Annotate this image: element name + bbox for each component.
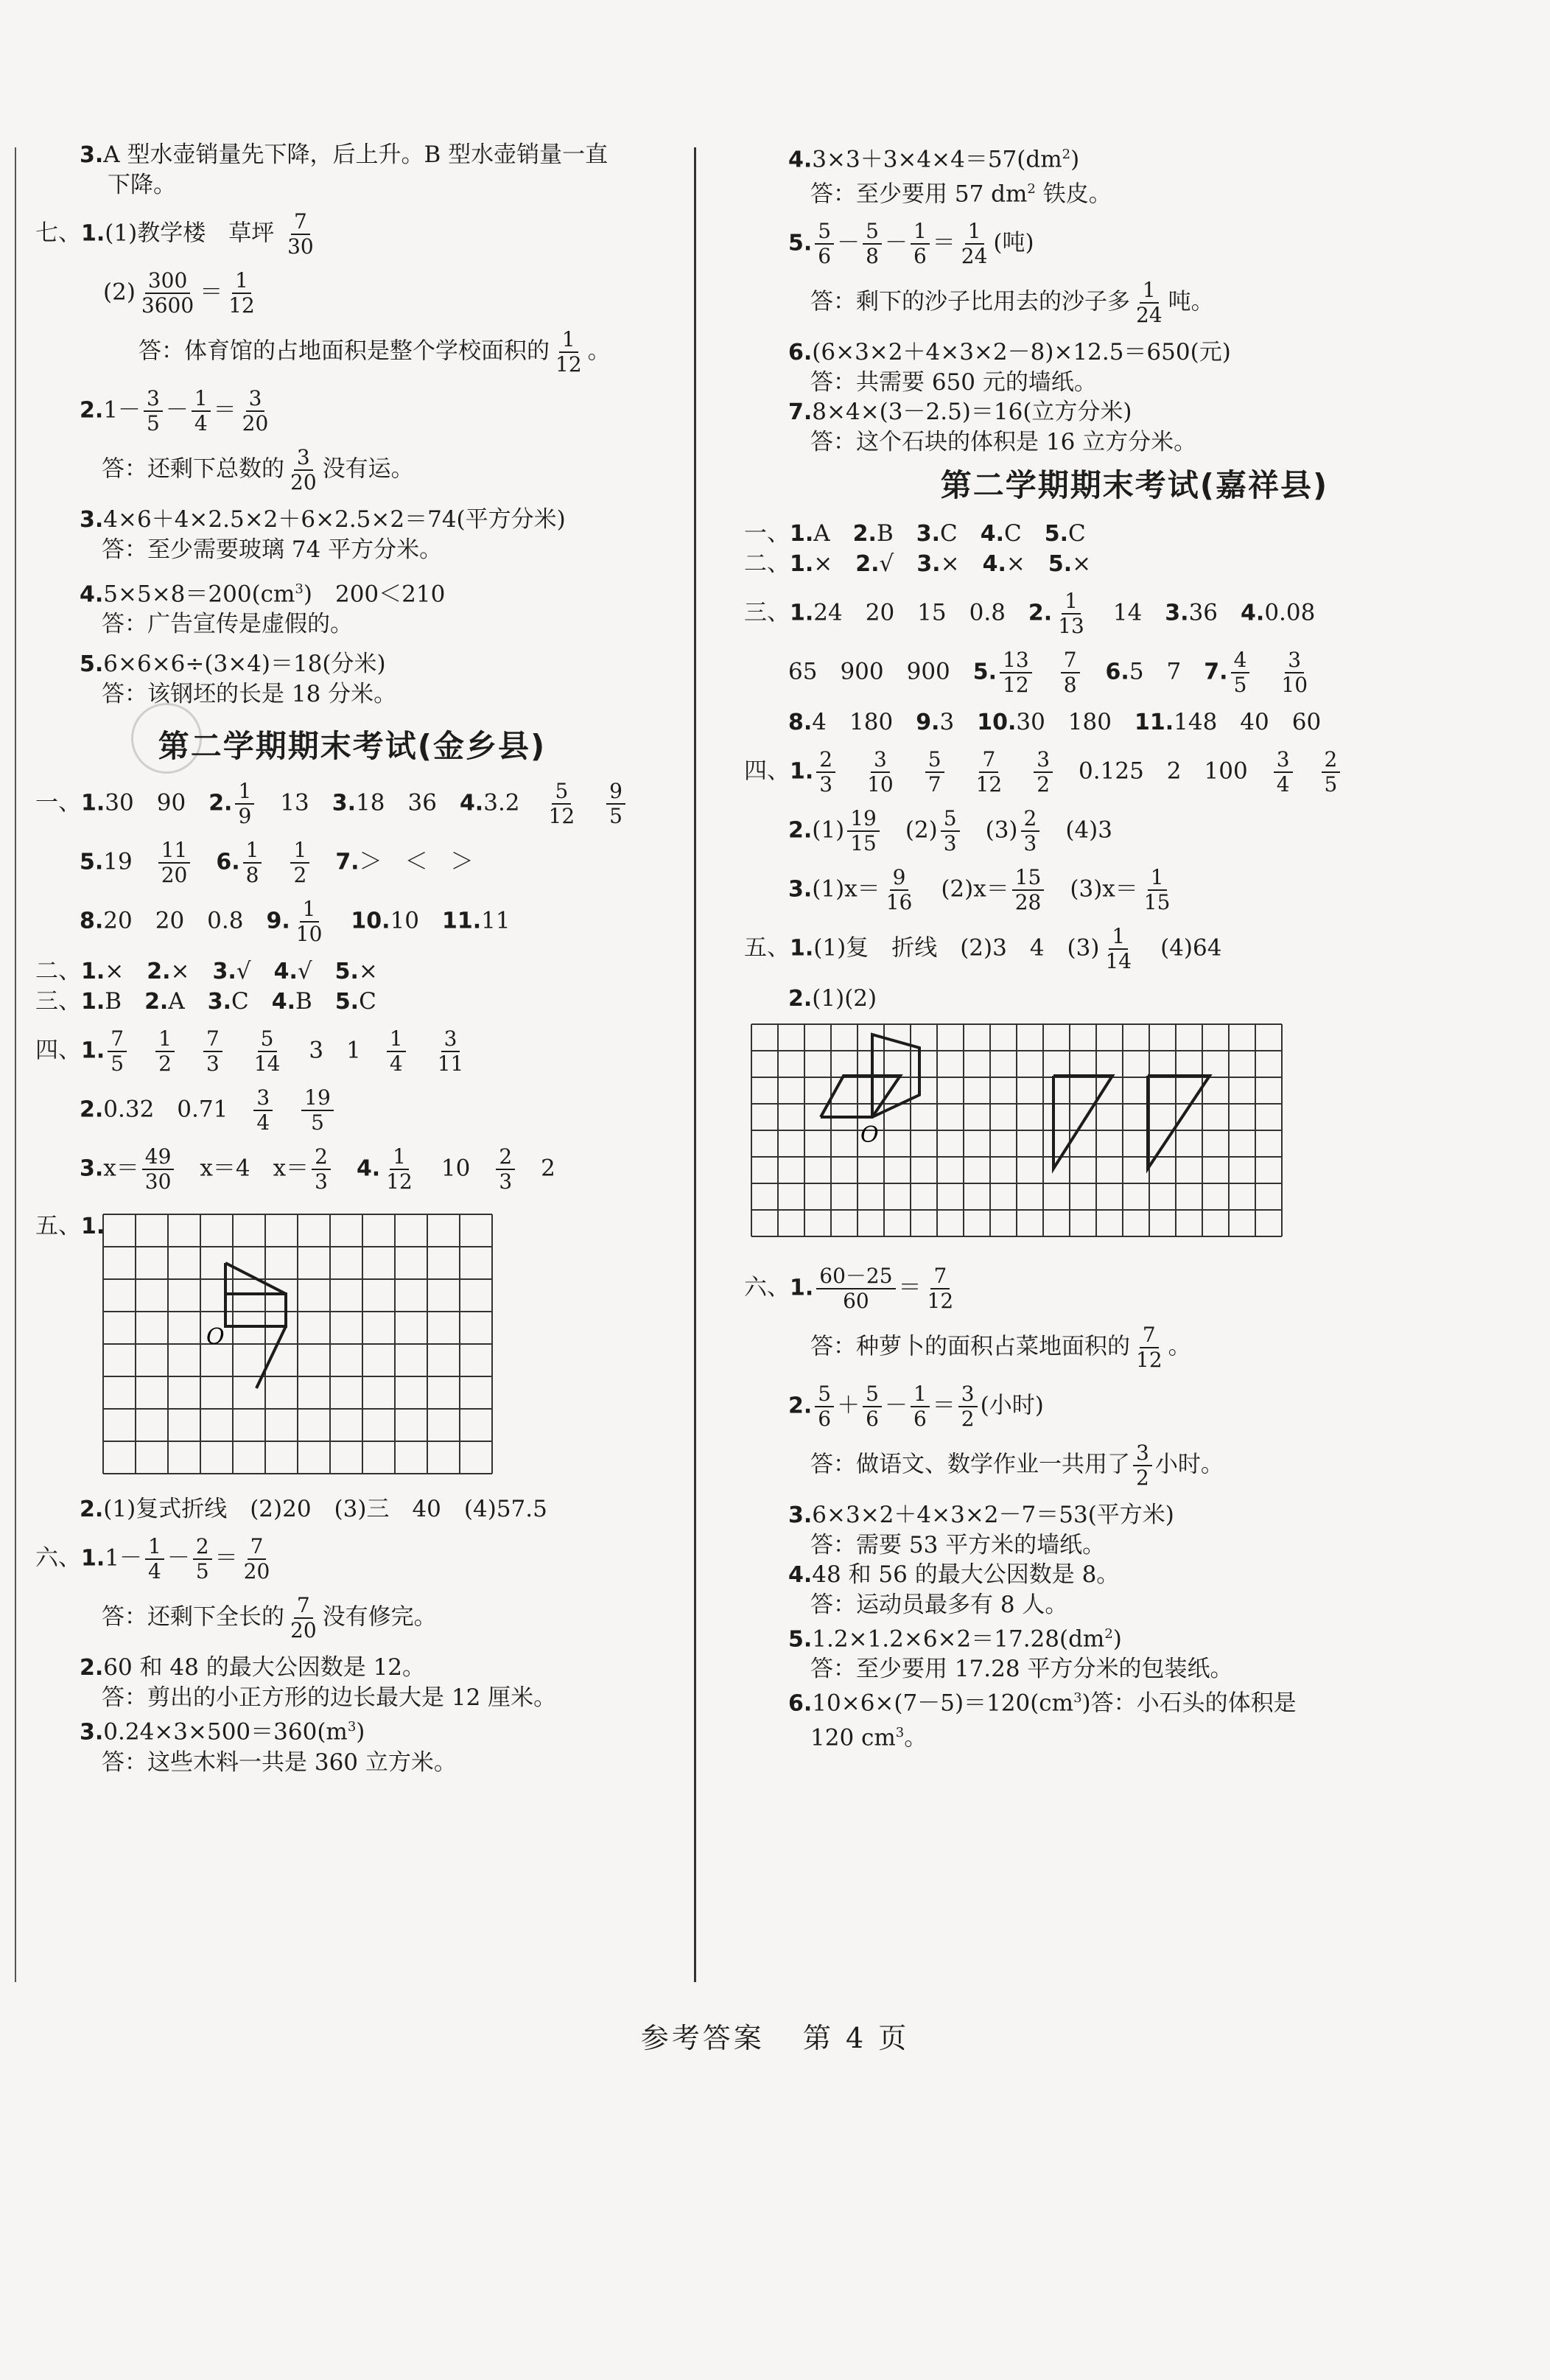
answer-line: 答：剪出的小正方形的边长最大是 12 厘米。 — [102, 1684, 557, 1712]
answer-line: 2.(1)(2) — [788, 984, 877, 1012]
answer-line: 答：做语文、数学作业一共用了 $\frac{3}{2}$ 小时。 — [810, 1440, 1224, 1490]
answer-line: 7.8×4×(3－2.5)＝16(立方分米) — [788, 398, 1132, 425]
grid-figure-right — [744, 1021, 1525, 1242]
fraction: $\frac{5}{7}$ — [925, 748, 944, 797]
answer-line: $5.1.2\times 1.2\times 6\times 2=17.28(dm^2)$ — [788, 1625, 1122, 1652]
answer-line: 答：广告宣传是虚假的。 — [102, 611, 353, 638]
grid-drawing-left — [35, 1211, 669, 1484]
right-column — [744, 140, 1525, 1753]
fraction: $\frac{3}{10}$ — [867, 746, 894, 797]
answer-line: 65 900 900 5. $\frac{13}{12}$ $\frac{7}{8}$ 6.5 7 7. $\frac{4}{5}$ $\frac{3}{10}$ — [744, 648, 1525, 697]
section-title: 第二学期期末考试(嘉祥县) — [940, 466, 1329, 503]
answer-line: 答：还剩下全长的 $\frac{7}{20}$ 没有修完。 — [102, 1593, 437, 1643]
origin-label: O — [206, 1324, 225, 1351]
fraction: $\frac{7}{12}$ — [1136, 1322, 1162, 1372]
left-margin-rule — [15, 147, 16, 1982]
answer-line: 答：还剩下总数的 $\frac{3}{20}$ 没有运。 — [102, 445, 414, 494]
answer-line: 2.0.32 0.71 $\frac{3}{4}$ $\frac{19}{5}$ — [35, 1086, 669, 1135]
fraction: $\frac{1}{12}$ — [228, 268, 255, 318]
answer-line: $4.3\times 3+3\times 4\times 4=57(dm^2)$ — [788, 146, 1080, 173]
fraction: $\frac{7}{12}$ — [927, 1263, 954, 1313]
fraction: $\frac{5}{12}$ — [548, 779, 575, 829]
fraction: $\frac{3}{4}$ — [1274, 748, 1293, 797]
page-footer — [0, 2015, 1550, 2056]
fraction: $\frac{13}{12}$ — [1000, 648, 1032, 697]
fraction: $\frac{1}{12}$ — [386, 1144, 413, 1194]
fraction: $\frac{49}{30}$ — [142, 1145, 175, 1194]
fraction: $\frac{4}{5}$ — [1231, 648, 1250, 697]
answer-line: 120 $cm^3$。 — [810, 1724, 927, 1751]
fraction: $\frac{1}{9}$ — [235, 780, 254, 828]
grid-figure-left — [35, 1211, 669, 1484]
fraction: $\frac{2}{5}$ — [193, 1535, 212, 1583]
answer-line: 2.(1)复式折线 (2)20 (3)三 40 (4)57.5 — [80, 1496, 547, 1523]
fraction: $\frac{3}{11}$ — [437, 1026, 464, 1077]
fraction: $\frac{5}{6}$ — [815, 220, 834, 268]
fraction: $\frac{7}{8}$ — [1061, 648, 1080, 697]
answer-line: 三、1.B 2.A 3.C 4.B 5.C — [35, 988, 376, 1015]
fraction: $\frac{7}{20}$ — [290, 1593, 317, 1643]
fraction: $\frac{1}{10}$ — [295, 897, 323, 947]
fraction: $\frac{1}{24}$ — [1136, 277, 1162, 327]
fraction: $\frac{1}{2}$ — [290, 839, 309, 887]
answer-line: 答：至少要用 17.28 平方分米的包装纸。 — [810, 1655, 1233, 1682]
answer-line: 四、1. $\frac{2}{3}$ $\frac{3}{10}$ $\frac{5}{7}$ $\frac{7}{12}$ $\frac{3}{2}$ 0.125 2 100 $\frac{3}{4}$ $\frac{2}{5}$ — [744, 748, 1525, 797]
fraction: $\frac{7}{3}$ — [203, 1027, 222, 1076]
answer-line: 3.x＝ $\frac{49}{30}$ x＝4 x＝ $\frac{2}{3}$ 4. $\frac{1}{12}$ 10 $\frac{2}{3}$ 2 — [80, 1144, 555, 1194]
answer-line: 答：需要 53 平方米的墙纸。 — [810, 1531, 1106, 1558]
fraction: $\frac{5}{6}$ — [863, 1382, 882, 1431]
answer-line: 七、1.(1)教学楼 草坪 $\frac{7}{30}$ — [35, 210, 669, 259]
answer-line: 下降。 — [108, 172, 176, 198]
fraction: $\frac{19}{5}$ — [301, 1086, 334, 1135]
answer-line: $6.10\times 6\times(7-5)=120(cm^3)$答：小石头的体积是 — [788, 1690, 1297, 1717]
answer-line: 一、1.A 2.B 3.C 4.C 5.C — [744, 519, 1086, 547]
fraction: $\frac{5}{8}$ — [863, 220, 882, 268]
answer-line: 3.6×3×2＋4×3×2－7＝53(平方米) — [788, 1501, 1174, 1528]
fraction: $\frac{1}{6}$ — [911, 1382, 930, 1431]
fraction: $\frac{3}{20}$ — [290, 445, 317, 494]
fraction: $\frac{9}{5}$ — [606, 780, 625, 828]
answer-line: 2.1－ $\frac{3}{5}$ － $\frac{1}{4}$ ＝ $\frac{3}{20}$ — [35, 387, 669, 435]
fraction: $\frac{2}{3}$ — [1021, 807, 1040, 855]
grid-drawing-right — [744, 1021, 1481, 1242]
answer-line: 5.6×6×6÷(3×4)＝18(分米) — [80, 651, 386, 678]
answer-line: 五、1. — [35, 1213, 105, 1240]
fraction: $\frac{11}{20}$ — [158, 839, 191, 887]
fraction: $\frac{7}{20}$ — [243, 1534, 270, 1584]
answer-line: 3.4×6＋4×2.5×2＋6×2.5×2＝74(平方分米) — [80, 506, 566, 533]
answer-line: 五、1.(1)复 折线 (2)3 4 (3) $\frac{1}{14}$ (4)64 — [744, 923, 1222, 973]
answer-line: 六、1. $\frac{60-25}{60}$ ＝ $\frac{7}{12}$ — [744, 1264, 1525, 1313]
answer-line: 答：该钢坯的长是 18 分米。 — [102, 681, 397, 708]
fraction: $\frac{1}{6}$ — [911, 220, 930, 268]
fraction: $\frac{7}{30}$ — [287, 209, 314, 259]
footer-label: 参考答案 — [640, 2022, 765, 2054]
answer-line: 二、1.× 2.√ 3.× 4.× 5.× — [744, 550, 1092, 577]
fraction: $\frac{1}{24}$ — [961, 218, 988, 268]
section-title: 第二学期期末考试(金乡县) — [158, 728, 547, 765]
fraction: $\frac{2}{3}$ — [312, 1145, 331, 1194]
fraction: $\frac{3}{5}$ — [144, 387, 163, 435]
fraction: $\frac{2}{3}$ — [816, 748, 835, 797]
answer-line: 答：体育馆的占地面积是整个学校面积的 $\frac{1}{12}$ 。 — [138, 327, 611, 377]
origin-label: O — [860, 1121, 879, 1148]
answer-line: 六、1.1－ $\frac{1}{4}$ － $\frac{2}{5}$ ＝ $\frac{7}{20}$ — [35, 1535, 669, 1583]
answer-line: $3.0.24\times 3\times 500=360(m^3)$ — [80, 1718, 365, 1746]
fraction: $\frac{7}{12}$ — [975, 746, 1003, 797]
answer-line: 3.(1)x＝ $\frac{9}{16}$ (2)x＝ $\frac{15}{28}$ (3)x＝ $\frac{1}{15}$ — [744, 866, 1525, 914]
answer-line: 6.(6×3×2＋4×3×2－8)×12.5＝650(元) — [788, 338, 1231, 365]
fraction: $\frac{1}{4}$ — [192, 387, 211, 435]
fraction: $\frac{7}{5}$ — [108, 1027, 127, 1076]
fraction: $\frac{1}{2}$ — [155, 1027, 175, 1076]
fraction: $\frac{2}{5}$ — [1322, 748, 1341, 797]
fraction: $\frac{2}{3}$ — [496, 1145, 515, 1194]
column-divider — [694, 147, 696, 1982]
fraction: $\frac{3}{2}$ — [1133, 1441, 1152, 1490]
fraction: $\frac{5}{14}$ — [253, 1026, 281, 1077]
answer-line: $4.5\times 5\times 8=200(cm^3)$ 200＜210 — [80, 581, 446, 608]
answer-line: 答：至少要用 57 $dm^2$ 铁皮。 — [810, 181, 1112, 208]
answer-line: 3.A 型水壶销量先下降，后上升。B 型水壶销量一直 — [80, 141, 609, 168]
answer-line: 8.4 180 9.3 10.30 180 11.148 40 60 — [788, 708, 1322, 735]
fraction: $\frac{60-25}{60}$ — [816, 1264, 895, 1313]
answer-line: 四、1. $\frac{7}{5}$ $\frac{1}{2}$ $\frac{7}{3}$ $\frac{5}{14}$ 3 1 $\frac{1}{4}$ $\frac{3}{11}$ — [35, 1027, 669, 1076]
answer-line: 答：这些木料一共是 360 立方米。 — [102, 1749, 457, 1776]
page-number: 第 4 页 — [802, 2022, 910, 2054]
fraction: $\frac{3}{10}$ — [1281, 647, 1308, 697]
left-column — [35, 140, 669, 1777]
fraction: $\frac{3}{4}$ — [253, 1086, 273, 1135]
answer-line: 答：这个石块的体积是 16 立方分米。 — [810, 428, 1197, 455]
fraction: $\frac{1}{8}$ — [243, 839, 262, 887]
fraction: $\frac{3}{20}$ — [242, 386, 269, 435]
answer-line: 三、1.24 20 15 0.8 2. $\frac{1}{13}$ 14 3.36 4.0.08 — [744, 588, 1316, 638]
fraction: $\frac{9}{16}$ — [886, 864, 913, 914]
answer-line: (2) $\frac{300}{3600}$ ＝ $\frac{1}{12}$ — [35, 269, 669, 318]
fraction: $\frac{1}{15}$ — [1143, 864, 1171, 914]
answer-line: 8.20 20 0.8 9. $\frac{1}{10}$ 10.10 11.11 — [80, 897, 511, 947]
answer-line: 答：运动员最多有 8 人。 — [810, 1591, 1068, 1618]
answer-line: 2.60 和 48 的最大公因数是 12。 — [80, 1654, 426, 1681]
answer-line: 5. $\frac{5}{6}$ － $\frac{5}{8}$ － $\frac{1}{6}$ ＝ $\frac{1}{24}$ (吨) — [788, 218, 1034, 268]
answer-line: 二、1.× 2.× 3.√ 4.√ 5.× — [35, 958, 378, 985]
answer-line: 一、1.30 90 2. $\frac{1}{9}$ 13 3.18 36 4.3.2 $\frac{5}{12}$ $\frac{9}{5}$ — [35, 780, 669, 828]
fraction: $\frac{19}{15}$ — [847, 807, 880, 855]
answer-line: 5.19 $\frac{11}{20}$ 6. $\frac{1}{8}$ $\frac{1}{2}$ 7.＞ ＜ ＞ — [80, 838, 474, 888]
answer-line: 2. $\frac{5}{6}$ ＋ $\frac{5}{6}$ － $\frac{1}{6}$ ＝ $\frac{3}{2}$ (小时) — [788, 1381, 1044, 1431]
fraction: $\frac{1}{12}$ — [555, 327, 582, 377]
answer-line: 2.(1) $\frac{19}{15}$ (2) $\frac{5}{3}$ (3) $\frac{2}{3}$ (4)3 — [788, 805, 1112, 855]
fraction: $\frac{1}{13}$ — [1058, 588, 1084, 638]
answer-line: 答：至少需要玻璃 74 平方分米。 — [102, 536, 443, 563]
fraction: $\frac{5}{6}$ — [815, 1382, 834, 1431]
fraction: $\frac{3}{2}$ — [958, 1382, 978, 1431]
fraction: $\frac{1}{4}$ — [145, 1535, 164, 1583]
fraction: $\frac{15}{28}$ — [1012, 866, 1045, 914]
fraction: $\frac{5}{3}$ — [941, 807, 960, 855]
fraction: $\frac{1}{14}$ — [1105, 923, 1132, 973]
fraction: $\frac{300}{3600}$ — [141, 268, 194, 318]
answer-line: 4.48 和 56 的最大公因数是 8。 — [788, 1561, 1120, 1588]
answer-line: 答：剩下的沙子比用去的沙子多 $\frac{1}{24}$ 吨。 — [810, 277, 1214, 327]
answer-line: 答：共需要 650 元的墙纸。 — [810, 368, 1097, 396]
fraction: $\frac{1}{4}$ — [387, 1027, 406, 1076]
fraction: $\frac{3}{2}$ — [1034, 748, 1053, 797]
answer-line: 答：种萝卜的面积占菜地面积的 $\frac{7}{12}$ 。 — [810, 1322, 1191, 1372]
